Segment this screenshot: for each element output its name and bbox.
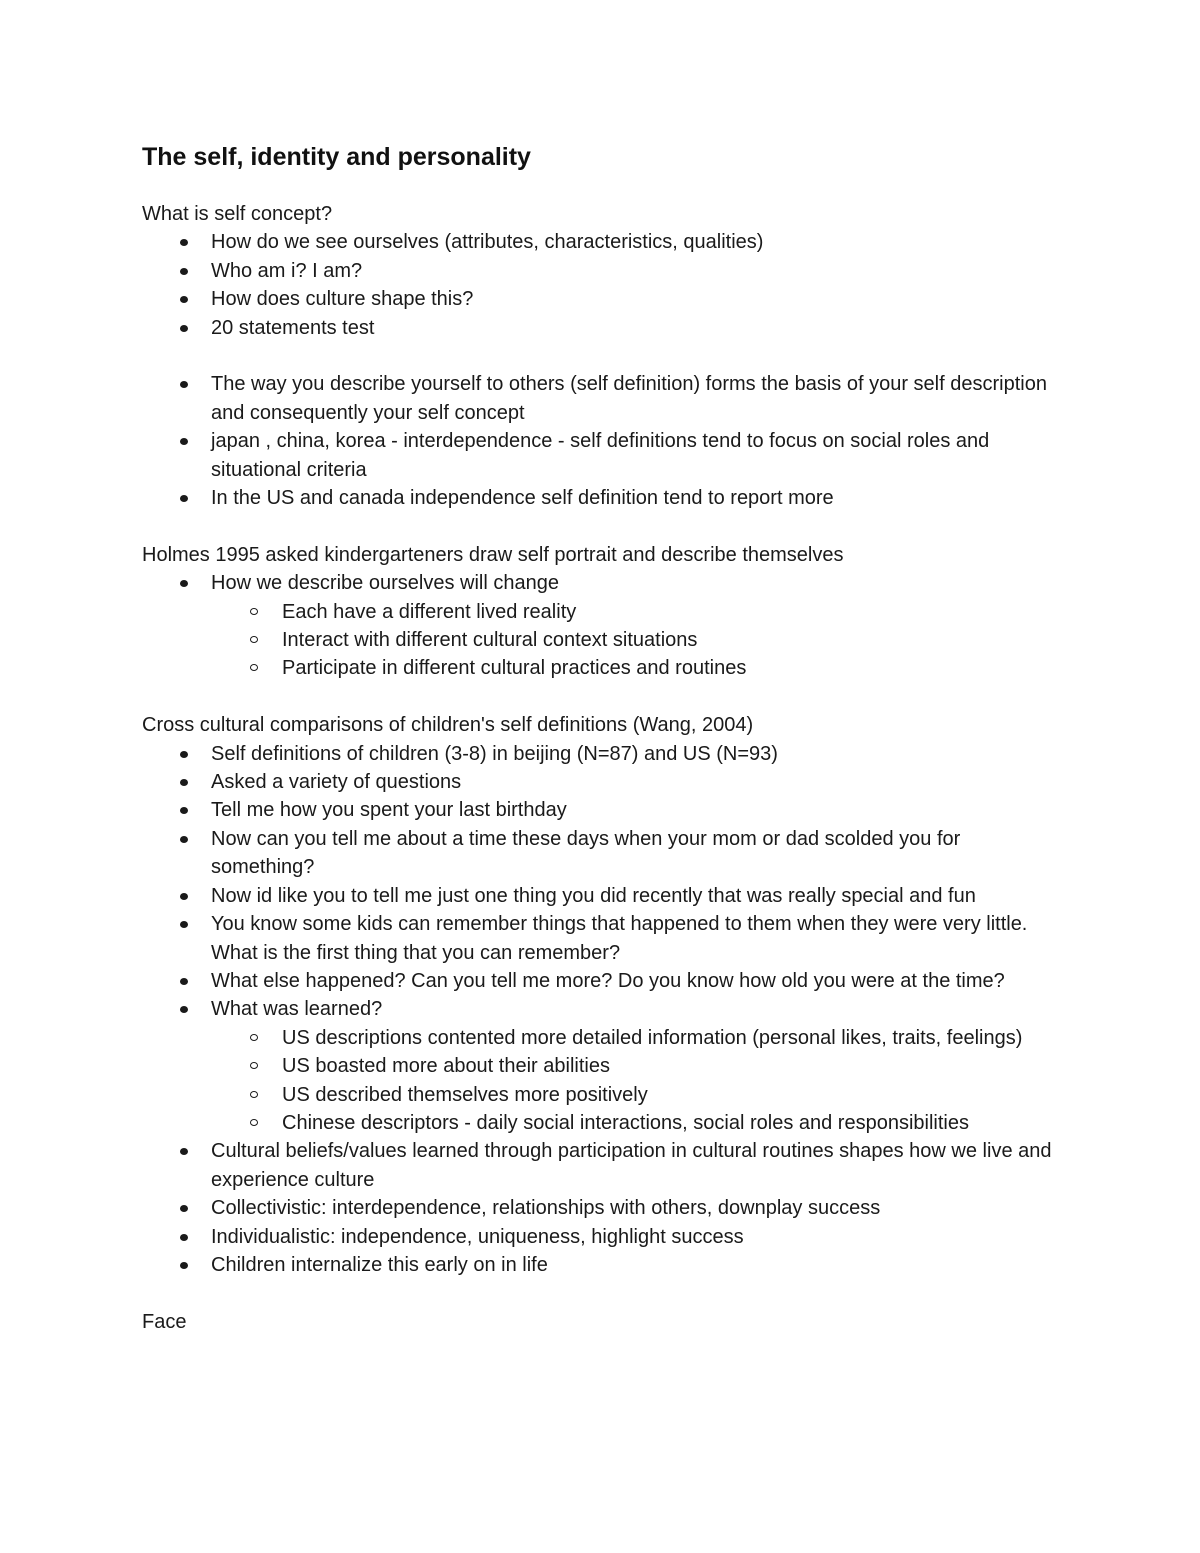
document-body: [142, 140, 1062, 1336]
sub-list-item: Interact with different cultural context situations: [142, 626, 1062, 654]
list-item: What else happened? Can you tell me more? Do you know how old you were at the time?: [142, 967, 1062, 995]
list-item: Self definitions of children (3-8) in beijing (N=87) and US (N=93): [142, 740, 1062, 768]
list-item: 20 statements test: [142, 314, 1062, 342]
list-item: Now id like you to tell me just one thing you did recently that was really special and fun: [142, 882, 1062, 910]
list-item: Who am i? I am?: [142, 257, 1062, 285]
list-item: The way you describe yourself to others (self definition) forms the basis of your self description and consequently your self concept: [142, 370, 1062, 427]
section-heading-self-concept: What is self concept?: [142, 203, 333, 225]
list-item: What was learned?: [142, 995, 1062, 1023]
sub-bullet-list: [142, 598, 1062, 683]
bullet-list: [142, 228, 1062, 342]
list-item: Individualistic: independence, uniqueness, highlight success: [142, 1223, 1062, 1251]
blank-line: [142, 1279, 1062, 1307]
list-item: Collectivistic: interdependence, relationships with others, downplay success: [142, 1194, 1062, 1222]
list-item: Cultural beliefs/values learned through participation in cultural routines shapes how we live and experience culture: [142, 1137, 1062, 1194]
list-item: How does culture shape this?: [142, 285, 1062, 313]
bullet-list: [142, 740, 1062, 1024]
list-item: In the US and canada independence self definition tend to report more: [142, 484, 1062, 512]
bullet-list: [142, 569, 1062, 597]
sub-list-item: Each have a different lived reality: [142, 598, 1062, 626]
list-item: japan , china, korea - interdependence - self definitions tend to focus on social roles and situational criteria: [142, 427, 1062, 484]
list-item: Now can you tell me about a time these days when your mom or dad scolded you for something?: [142, 825, 1062, 882]
bullet-list: [142, 1137, 1062, 1279]
sub-list-item: Chinese descriptors - daily social interactions, social roles and responsibilities: [142, 1109, 1062, 1137]
list-item: Asked a variety of questions: [142, 768, 1062, 796]
sub-list-item: US boasted more about their abilities: [142, 1052, 1062, 1080]
list-item: Tell me how you spent your last birthday: [142, 796, 1062, 824]
blank-line: [142, 342, 1062, 370]
document-title: The self, identity and personality: [142, 143, 531, 171]
blank-line: [142, 683, 1062, 711]
sub-list-item: US descriptions contented more detailed information (personal likes, traits, feelings): [142, 1024, 1062, 1052]
blank-line: [142, 512, 1062, 540]
list-item: Children internalize this early on in life: [142, 1251, 1062, 1279]
section-heading-face: Face: [142, 1310, 187, 1333]
list-item: How do we see ourselves (attributes, characteristics, qualities): [142, 228, 1062, 256]
list-item: You know some kids can remember things that happened to them when they were very little. What is the first thing that you can remember?: [142, 910, 1062, 967]
section-heading-wang: Cross cultural comparisons of children's self definitions (Wang, 2004): [142, 714, 754, 737]
sub-list-item: US described themselves more positively: [142, 1081, 1062, 1109]
sub-list-item: Participate in different cultural practices and routines: [142, 654, 1062, 682]
section-heading-holmes: Holmes 1995 asked kindergarteners draw self portrait and describe themselves: [142, 543, 844, 566]
bullet-list: [142, 370, 1062, 512]
sub-bullet-list: [142, 1024, 1062, 1138]
list-item: How we describe ourselves will change: [142, 569, 1062, 597]
